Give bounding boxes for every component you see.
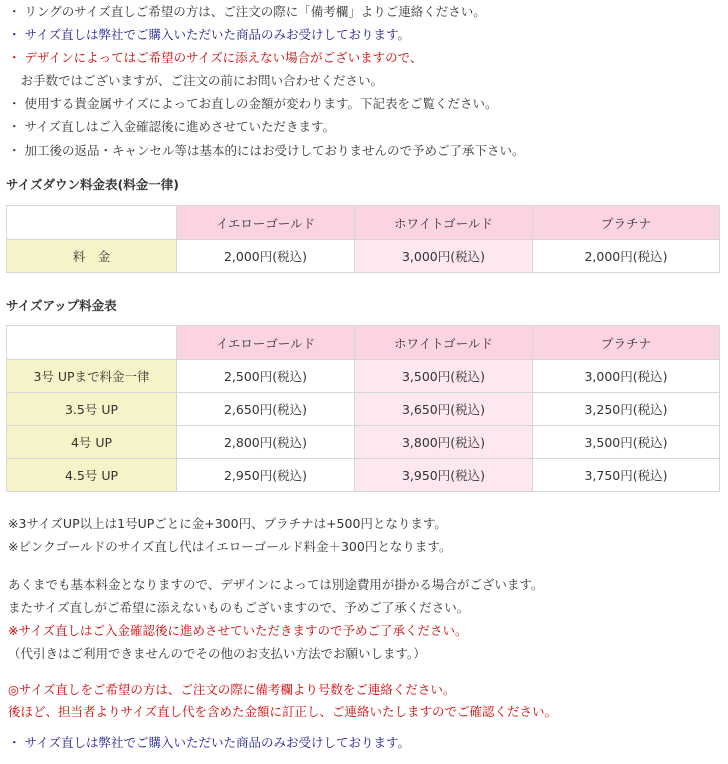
- size-down-table: [6, 205, 720, 273]
- table-corner: [7, 206, 177, 240]
- contact-line-1: ◎サイズ直しをご希望の方は、ご注文の際に備考欄より号数をご連絡ください。: [8, 682, 456, 697]
- price-white-gold: 3,650円(税込): [355, 393, 533, 426]
- intro-line-3: ・ デザインによってはご希望のサイズに添えない場合がございますので、: [8, 50, 423, 65]
- price-platinum: 3,500円(税込): [533, 426, 720, 459]
- footer-line: ・ サイズ直しは弊社でご購入いただいた商品のみお受けしております。: [8, 735, 410, 750]
- table-row: [7, 240, 720, 273]
- table-row: [7, 426, 720, 459]
- price-white-gold: 3,500円(税込): [355, 360, 533, 393]
- row-label: 4.5号 UP: [7, 459, 177, 492]
- price-yellow-gold: 2,800円(税込): [177, 426, 355, 459]
- price-white-gold: 3,800円(税込): [355, 426, 533, 459]
- row-label: 4号 UP: [7, 426, 177, 459]
- intro-line-2: ・ サイズ直しは弊社でご購入いただいた商品のみお受けしております。: [8, 27, 410, 42]
- price-platinum: 3,750円(税込): [533, 459, 720, 492]
- contact-line-2: 後ほど、担当者よりサイズ直し代を含めた金額に訂正し、ご連絡いたしますのでご確認ください。: [8, 704, 558, 719]
- row-label: 料 金: [7, 240, 177, 273]
- price-yellow-gold: 2,950円(税込): [177, 459, 355, 492]
- paragraph-line-3: ※サイズ直しはご入金確認後に進めさせていただきますので予めご了承ください。: [8, 623, 468, 638]
- intro-line-7: ・ 加工後の返品・キャンセル等は基本的にはお受けしておりませんので予めご了承下さい。: [8, 143, 525, 158]
- size-down-title: サイズダウン料金表(料金一律): [6, 177, 179, 192]
- paragraph-line-2: またサイズ直しがご希望に添えないものもございますので、予めご了承ください。: [8, 600, 470, 615]
- header-white-gold: ホワイトゴールド: [355, 206, 533, 240]
- table-row: [7, 393, 720, 426]
- price-platinum: 3,250円(税込): [533, 393, 720, 426]
- size-up-table: [6, 325, 720, 492]
- header-yellow-gold: イエローゴールド: [177, 326, 355, 360]
- price-yellow-gold: 2,500円(税込): [177, 360, 355, 393]
- price-yellow-gold: 2,000円(税込): [177, 240, 355, 273]
- paragraph-line-1: あくまでも基本料金となりますので、デザインによっては別途費用が掛かる場合がございます。: [8, 577, 544, 592]
- header-platinum: プラチナ: [533, 206, 720, 240]
- table-row: [7, 360, 720, 393]
- price-white-gold: 3,950円(税込): [355, 459, 533, 492]
- note-line-1: ※3サイズUP以上は1号UPごとに金+300円、プラチナは+500円となります。: [8, 516, 447, 531]
- intro-line-5: ・ 使用する貴金属サイズによってお直しの金額が変わります。下記表をご覧ください。: [8, 96, 498, 111]
- header-platinum: プラチナ: [533, 326, 720, 360]
- price-white-gold: 3,000円(税込): [355, 240, 533, 273]
- table-row: [7, 459, 720, 492]
- size-up-header-row: [7, 326, 720, 360]
- paragraph-line-4: （代引きはご利用できませんのでその他のお支払い方法でお願いします。）: [8, 646, 426, 661]
- header-white-gold: ホワイトゴールド: [355, 326, 533, 360]
- row-label: 3号 UPまで料金一律: [7, 360, 177, 393]
- header-yellow-gold: イエローゴールド: [177, 206, 355, 240]
- intro-line-1: ・ リングのサイズ直しご希望の方は、ご注文の際に「備考欄」よりご連絡ください。: [8, 4, 486, 19]
- note-line-2: ※ピンクゴールドのサイズ直し代はイエローゴールド料金＋300円となります。: [8, 539, 452, 554]
- price-yellow-gold: 2,650円(税込): [177, 393, 355, 426]
- price-platinum: 3,000円(税込): [533, 360, 720, 393]
- size-down-header-row: [7, 206, 720, 240]
- price-platinum: 2,000円(税込): [533, 240, 720, 273]
- intro-line-4: お手数ではございますが、ご注文の前にお問い合わせください。: [8, 73, 384, 88]
- intro-line-6: ・ サイズ直しはご入金確認後に進めさせていただきます。: [8, 119, 335, 134]
- table-corner: [7, 326, 177, 360]
- size-up-title: サイズアップ料金表: [6, 298, 117, 313]
- row-label: 3.5号 UP: [7, 393, 177, 426]
